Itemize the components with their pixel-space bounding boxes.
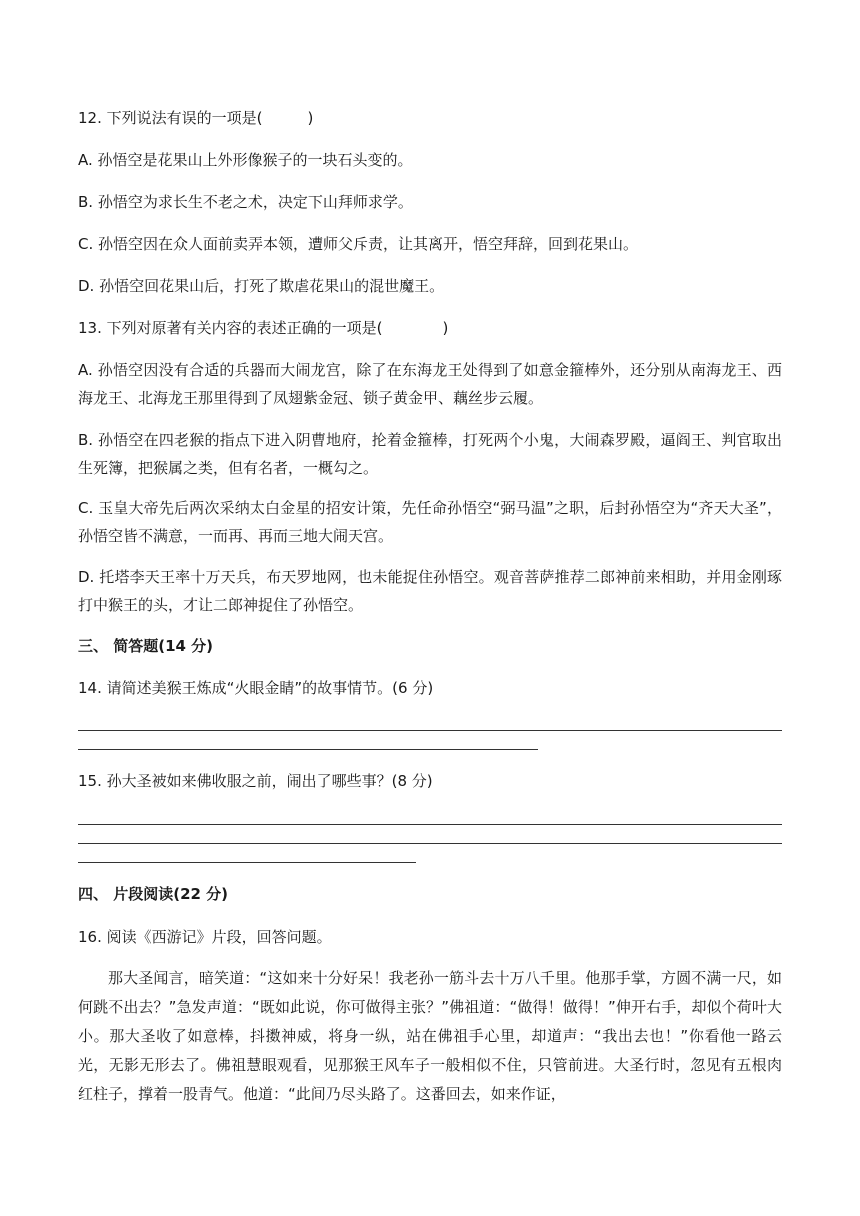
section-4-heading: 四、 片段阅读(22 分): [78, 885, 229, 903]
question-12-option-d: D. 孙悟空回花果山后，打死了欺虐花果山的混世魔王。: [78, 277, 445, 295]
question-13-option-d: D. 托塔李天王率十万天兵，布天罗地网，也未能捉住孙悟空。观音菩萨推荐二郎神前来相助，并用金刚琢打中猴王的头，才让二郎神捉住了孙悟空。: [78, 568, 782, 614]
question-12-option-b: B. 孙悟空为求长生不老之术，决定下山拜师求学。: [78, 193, 413, 211]
answer-line: [78, 749, 538, 750]
question-13-option-a: A. 孙悟空因没有合适的兵器而大闹龙宫，除了在东海龙王处得到了如意金箍棒外，还分别从南海龙王、西海龙王、北海龙王那里得到了凤翅紫金冠、锁子黄金甲、藕丝步云履。: [78, 361, 782, 407]
question-12-stem: 12. 下列说法有误的一项是( ): [78, 109, 314, 127]
answer-line: [78, 843, 782, 844]
question-13-option-c: C. 玉皇大帝先后两次采纳太白金星的招安计策，先任命孙悟空“弼马温”之职，后封孙悟空为“齐天大圣”，孙悟空皆不满意，一而再、再而三地大闹天宫。: [78, 499, 782, 545]
question-13-stem: 13. 下列对原著有关内容的表述正确的一项是( ): [78, 319, 449, 337]
reading-passage: 那大圣闻言，暗笑道：“这如来十分好呆！我老孙一筋斗去十万八千里。他那手掌，方圆不满一尺，如何跳不出去？”急发声道：“既如此说，你可做得主张？”佛祖道：“做得！做得！”伸开右手，却似个荷叶大小。那大圣收了如意棒，抖擞神威，将身一纵，站在佛祖手心里，却道声：“我出去也！”你看他一路云光，无影无形去了。佛祖慧眼观看，见那猴王风车子一般相似不住，只管前进。大圣行时，忽见有五根肉红柱子，撑着一股青气。他道：“此间乃尽头路了。这番回去，如来作证，: [78, 969, 782, 1103]
answer-line: [78, 824, 782, 825]
answer-line: [78, 730, 782, 731]
question-15-stem: 15. 孙大圣被如来佛收服之前，闹出了哪些事？(8 分): [78, 772, 433, 790]
question-16-stem: 16. 阅读《西游记》片段，回答问题。: [78, 928, 332, 946]
section-3-heading: 三、 简答题(14 分): [78, 637, 214, 655]
question-13-option-b: B. 孙悟空在四老猴的指点下进入阴曹地府，抡着金箍棒，打死两个小鬼，大闹森罗殿，逼阎王、判官取出生死簿，把猴属之类，但有名者，一概勾之。: [78, 431, 782, 477]
question-12-option-c: C. 孙悟空因在众人面前卖弄本领，遭师父斥责，让其离开，悟空拜辞，回到花果山。: [78, 235, 639, 253]
answer-line: [78, 862, 416, 863]
question-14-stem: 14. 请简述美猴王炼成“火眼金睛”的故事情节。(6 分): [78, 679, 434, 697]
question-12-option-a: A. 孙悟空是花果山上外形像猴子的一块石头变的。: [78, 151, 413, 169]
